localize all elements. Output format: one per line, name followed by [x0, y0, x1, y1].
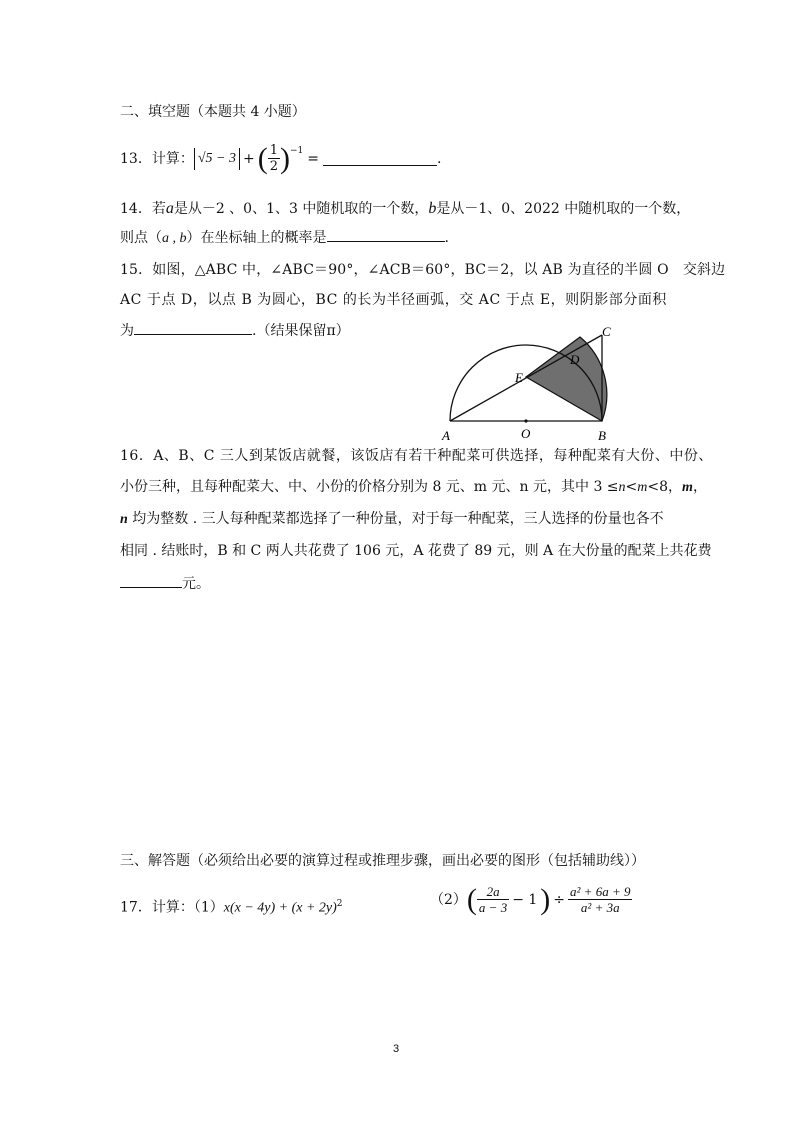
- q14-answer-blank: [327, 227, 445, 242]
- q13-fraction: $\frac{1}{2}$: [269, 143, 278, 174]
- question-16-line-5: 元。: [120, 573, 210, 594]
- var-a: a: [165, 200, 174, 217]
- q17-expression-1: x(x − 4y) + (x + 2y): [223, 900, 337, 916]
- q15-geometry-figure: [438, 322, 618, 444]
- label-a: A: [442, 428, 450, 443]
- shaded-region: [526, 337, 607, 421]
- question-15-line-1: 15．如图，△ABC 中，∠ABC＝90°，∠ACB＝60°，BC＝2，以 AB 为直径的半圆 O 交斜边: [120, 262, 726, 278]
- q16-answer-blank: [120, 573, 182, 588]
- label-c: C: [602, 324, 611, 339]
- q15-answer-blank: [134, 320, 252, 335]
- question-14-line-2: 则点（a , b）在坐标轴上的概率是 .: [120, 227, 449, 249]
- question-16-line-4: 相同 . 结账时，B 和 C 两人共花费了 106 元，A 花费了 89 元，则 A 在大份量的配菜上共花费: [120, 543, 712, 559]
- q13-answer-blank: [323, 151, 437, 166]
- label-o: O: [521, 426, 531, 441]
- label-e: E: [515, 370, 523, 385]
- q13-absolute-value: √5 − 3: [194, 148, 240, 170]
- question-16-line-1: 16．A、B、C 三人到某饭店就餐，该饭店有若干种配菜可供选择，每种配菜有大份、中份、: [120, 448, 713, 464]
- q13-number: 13．计算：: [120, 150, 194, 167]
- question-13: 13．计算： √5 − 3 + ( $\frac{1}{2}$ ) −1 = .: [120, 141, 442, 175]
- q17-fraction-1: $\frac{2a}{a - 3}$: [478, 884, 508, 915]
- question-14-line-1: 14．若a是从－2 、0、1、3 中随机取的一个数，b是从－1、0、2022 中随机取的一个数，: [120, 200, 691, 217]
- q17-fraction-2: $\frac{\text{a² + 6a + 9}}{\text{a² + 3a}}$: [570, 884, 631, 915]
- page-number: 3: [393, 1043, 400, 1055]
- q13-exponent: −1: [289, 146, 304, 156]
- section-heading-fill-in: 二、填空题（本题共 4 小题）: [120, 104, 306, 120]
- label-d: D: [570, 352, 580, 367]
- section-heading-solutions: 三、解答题（必须给出必要的演算过程或推理步骤，画出必要的图形（包括辅助线））: [120, 853, 645, 869]
- q13-equals: =: [307, 150, 319, 167]
- question-16-line-3: n 均为整数 . 三人每种配菜都选择了一种份量，对于每一种配菜，三人选择的份量也各不: [120, 511, 664, 527]
- question-16-line-2: 小份三种，且每种配菜大、中、小份的价格分别为 8 元、m 元、n 元，其中 3 ≤n<m<8，m，: [120, 479, 707, 495]
- label-b: B: [598, 428, 606, 443]
- question-17-part-1: 17．计算：$(1)x(x - 4y) + (x + 2y)^2$: [120, 899, 343, 916]
- question-17-part-2: （2） ( $\frac{2a}{a - 3}$ − 1 ) ÷ $\frac{\text{a² + 6a + 9}}{\text{a² + 3a}}$: [430, 882, 631, 916]
- question-15-line-2: AC 于点 D，以点 B 为圆心，BC 的长为半径画弧，交 AC 于点 E，则阴影部分面积: [120, 292, 667, 308]
- question-15-line-3: 为 .（结果保留π）: [120, 320, 350, 341]
- center-o-dot: [524, 419, 527, 422]
- var-b: b: [428, 200, 437, 217]
- point-ab: a , b: [162, 231, 187, 246]
- q13-plus: +: [242, 150, 255, 167]
